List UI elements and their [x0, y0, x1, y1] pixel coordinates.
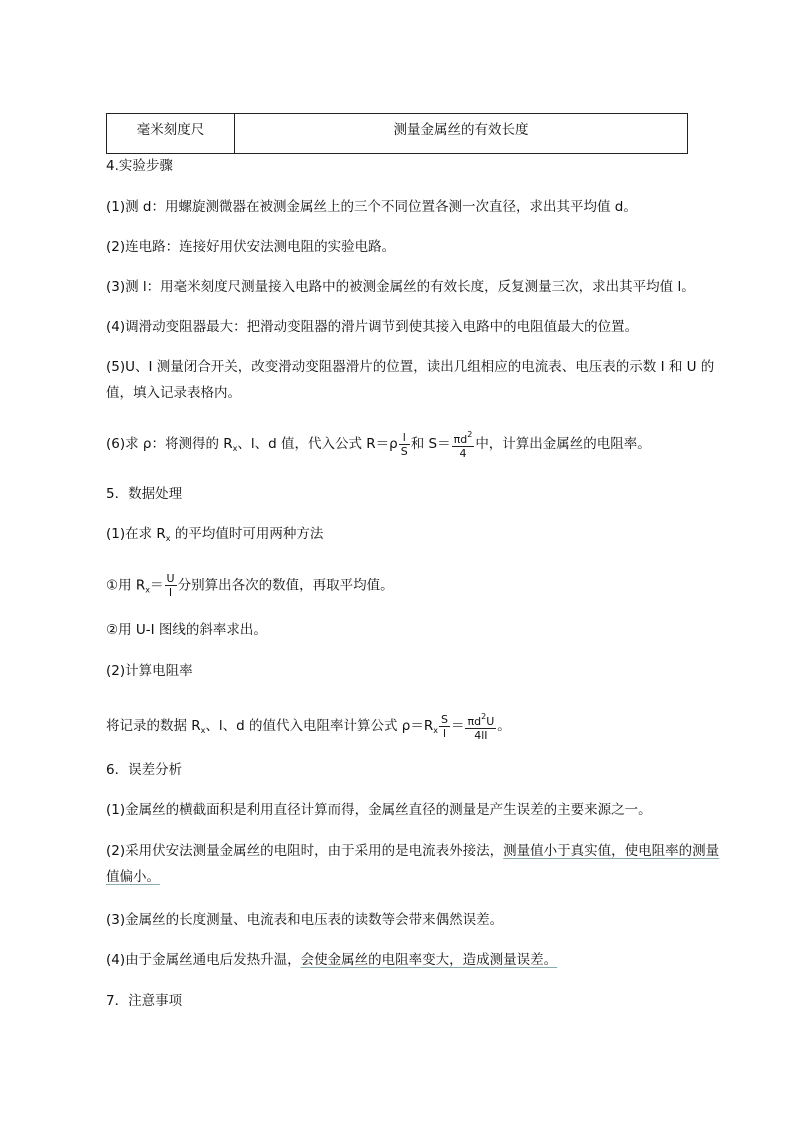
step-6-text: 中，计算出金属丝的电阻率。 — [475, 436, 651, 452]
text: ＝ — [150, 577, 164, 594]
numerator: S — [441, 712, 448, 726]
text: 分别算出各次的数值，再取平均值。 — [177, 577, 394, 594]
subscript: x — [232, 444, 238, 453]
error-1: (1)金属丝的横截面积是利用直径计算而得，金属丝直径的测量是产生误差的主要来源之一。 — [106, 802, 652, 818]
method-2: ②用 U-I 图线的斜率求出。 — [106, 622, 267, 638]
step-2: (2)连电路：连接好用伏安法测电阻的实验电路。 — [106, 239, 396, 255]
subscript: x — [200, 726, 206, 735]
error-3: (3)金属丝的长度测量、电流表和电压表的读数等会带来偶然误差。 — [106, 912, 504, 928]
denominator: I — [168, 586, 173, 599]
step-1: (1)测 d：用螺旋测微器在被测金属丝上的三个不同位置各测一次直径，求出其平均值 d。 — [106, 199, 637, 215]
fraction-s-over-l — [439, 713, 450, 740]
step-6-text: 、l、d 值，代入公式 R＝ρ — [237, 436, 398, 452]
section-7-heading: 7．注意事项 — [106, 993, 183, 1009]
step-6-text: (6)求 ρ：将测得的 R — [106, 436, 233, 452]
text: 将记录的数据 R — [106, 718, 201, 734]
error-2 — [106, 838, 722, 890]
table-cell-purpose: 测量金属丝的有效长度 — [235, 114, 688, 154]
table-cell-instrument: 毫米刻度尺 — [107, 114, 235, 154]
step-3: (3)测 l：用毫米刻度尺测量接入电路中的被测金属丝的有效长度，反复测量三次，求出其平均值 l。 — [106, 279, 695, 295]
numerator — [452, 428, 475, 447]
error-4 — [106, 950, 557, 970]
fraction-area — [452, 428, 475, 460]
denominator: 4 — [459, 447, 467, 460]
text: 、l、d 的值代入电阻率计算公式 ρ＝R — [205, 718, 434, 734]
text: (4)由于金属丝通电后发热升温， — [106, 952, 301, 968]
underlined-text: 测量值小于真实值，使电阻率的测量值偏小。 — [106, 843, 720, 885]
denominator: l — [442, 726, 447, 740]
numerator-text: πd — [453, 433, 468, 446]
denominator: S — [400, 444, 408, 458]
superscript: 2 — [467, 430, 473, 439]
text: ①用 R — [106, 577, 146, 594]
table-row — [107, 114, 688, 154]
section-5-heading: 5．数据处理 — [106, 486, 183, 502]
text: ＝ — [450, 718, 465, 734]
numerator: l — [399, 431, 410, 445]
section-6-heading: 6．误差分析 — [106, 762, 183, 778]
text: (2)采用伏安法测量金属丝的电阻时，由于采用的是电流表外接法， — [106, 843, 504, 859]
underlined-text: 会使金属丝的电阻率变大，造成测量误差。 — [300, 952, 558, 968]
fraction-resistivity — [465, 710, 496, 742]
text: 。 — [497, 718, 511, 734]
data-processing-1 — [106, 524, 323, 549]
resistivity-formula — [106, 710, 511, 742]
text: 的平均值时可用两种方法 — [170, 526, 324, 542]
step-6-text: 和 S＝ — [410, 436, 451, 452]
fraction-l-over-s — [399, 431, 410, 458]
step-6 — [106, 428, 651, 460]
fraction-u-over-i — [165, 572, 177, 599]
numerator-text: U — [486, 715, 495, 728]
numerator: U — [166, 572, 175, 585]
numerator — [465, 710, 496, 729]
data-processing-2: (2)计算电阻率 — [106, 663, 193, 679]
subscript: x — [145, 585, 151, 595]
denominator: 4lI — [474, 729, 488, 742]
superscript: 2 — [481, 712, 487, 721]
subscript: x — [433, 726, 438, 735]
subscript: x — [165, 534, 171, 543]
step-5: (5)U、I 测量闭合开关，改变滑动变阻器滑片的位置，读出几组相应的电流表、电压表的示数 I 和 U 的值，填入记录表格内。 — [106, 359, 715, 401]
step-4: (4)调滑动变阻器最大：把滑动变阻器的滑片调节到使其接入电路中的电阻值最大的位置。 — [106, 319, 639, 335]
text: (1)在求 R — [106, 526, 166, 542]
instrument-table — [106, 113, 688, 154]
section-4-heading: 4.实验步骤 — [106, 158, 173, 174]
numerator-text: πd — [467, 715, 482, 728]
method-1 — [106, 572, 394, 601]
